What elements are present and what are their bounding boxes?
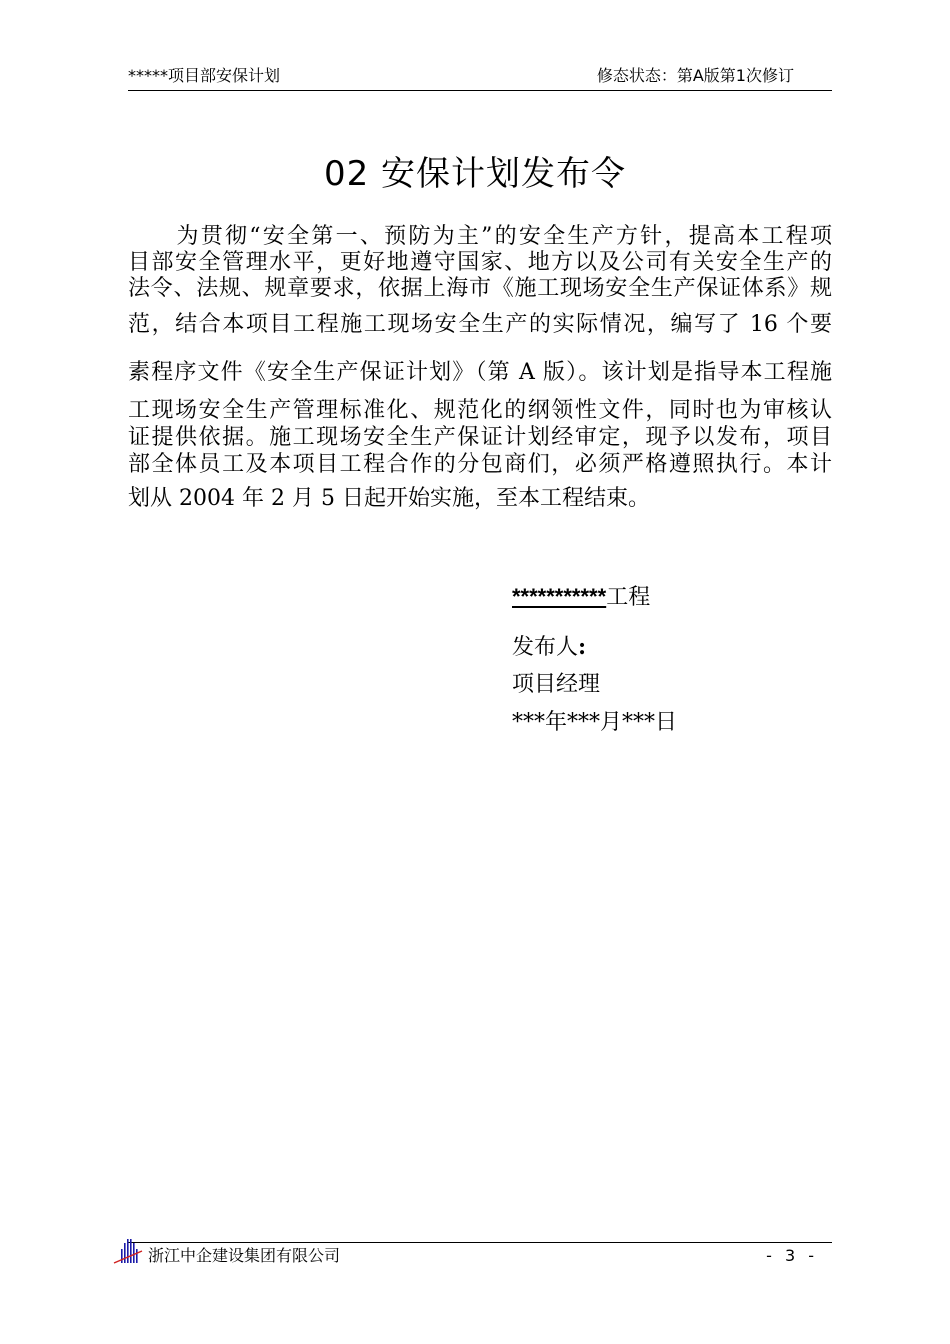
body-line: 划从 2004 年 2 月 5 日起开始实施，至本工程结束。 (128, 486, 650, 511)
logo-bar (136, 1249, 138, 1263)
logo-bar (121, 1249, 123, 1263)
page-header (128, 66, 832, 91)
body-line: 为贯彻“安全第一、预防为主”的安全生产方针，提高本工程项 (128, 224, 832, 249)
body-line: 部全体员工及本项目工程合作的分包商们，必须严格遵照执行。本计 (128, 452, 832, 477)
body-line: 素程序文件《安全生产保证计划》（第 A 版）。该计划是指导本工程施 (128, 360, 832, 385)
company-logo-icon (112, 1237, 144, 1267)
body-line: 范，结合本项目工程施工现场安全生产的实际情况，编写了 16 个要 (128, 312, 832, 337)
issuer-label: 发布人 (512, 635, 579, 660)
footer-company-name: 浙江中企建设集团有限公司 (148, 1246, 341, 1265)
issue-date: ***年***月***日 (512, 710, 678, 735)
issuer-position: 项目经理 (512, 672, 601, 697)
project-name-placeholder: *********** (512, 584, 607, 609)
logo-bar (133, 1243, 135, 1263)
project-name-suffix: 工程 (606, 585, 651, 610)
document-title: 02 安保计划发布令 (323, 154, 627, 194)
project-name-line (512, 582, 650, 613)
logo-bar (124, 1243, 126, 1263)
header-document-name: *****项目部安保计划 (128, 66, 281, 85)
body-line: 工现场安全生产管理标准化、规范化的纲领性文件，同时也为审核认 (128, 398, 832, 423)
body-line: 目部安全管理水平，更好地遵守国家、地方以及公司有关安全生产的 (128, 250, 832, 275)
page-footer (128, 1242, 832, 1273)
header-revision-status: 修态状态：第A版第1次修订 (596, 66, 794, 85)
body-line: 证提供依据。施工现场安全生产保证计划经审定，现予以发布，项目 (128, 425, 832, 450)
issuer-colon: : (578, 634, 587, 660)
logo-bar (127, 1239, 129, 1263)
page-number: - 3 - (766, 1246, 818, 1265)
body-line: 法令、法规、规章要求，依据上海市《施工现场安全生产保证体系》规 (128, 276, 832, 301)
logo-bar (130, 1239, 132, 1263)
issuer-line (512, 632, 586, 663)
